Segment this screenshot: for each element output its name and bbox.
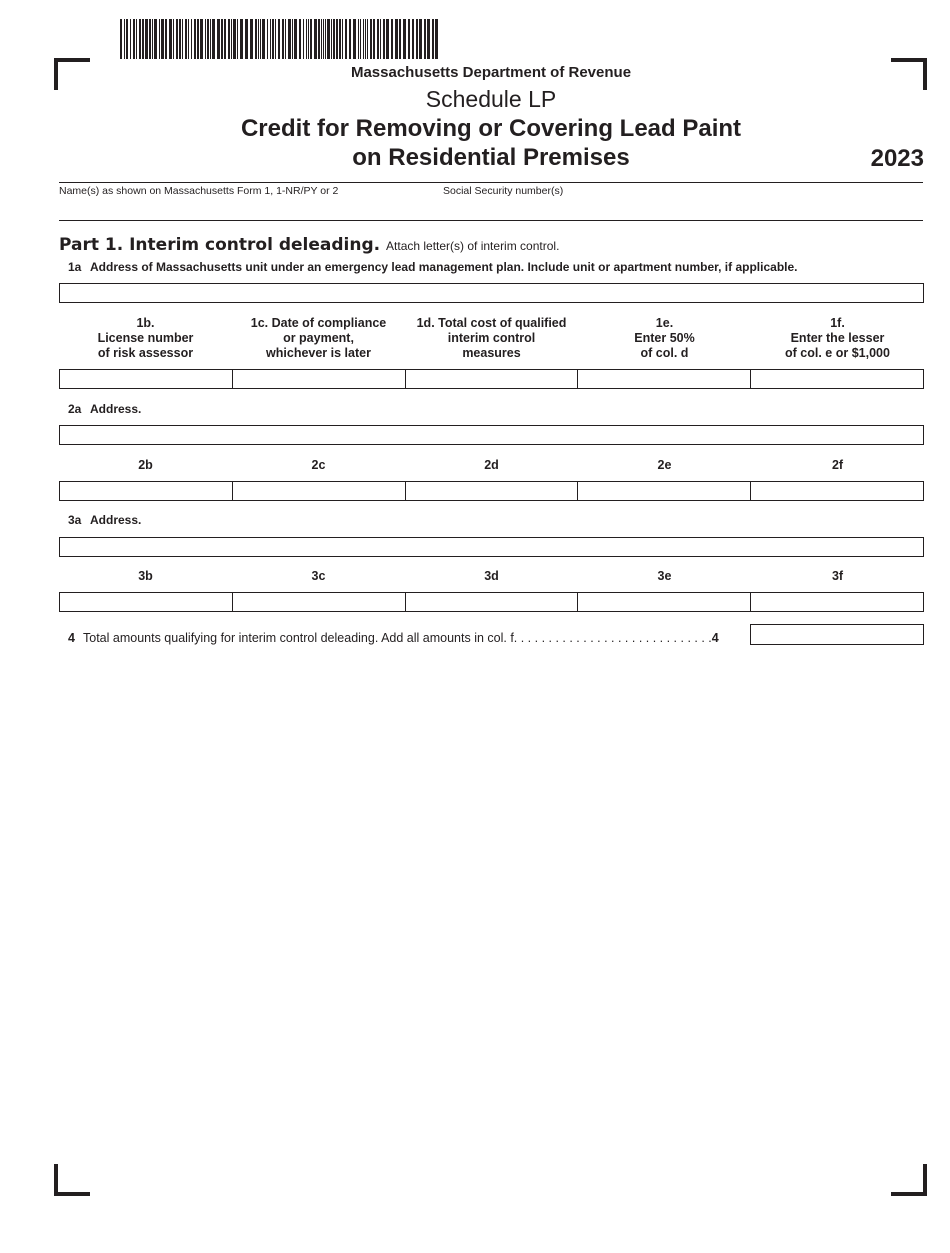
line-2a-label [68, 402, 141, 416]
line-3a-text: Address. [90, 513, 142, 527]
barcode-bar [294, 19, 297, 59]
col-header-1c-line1: 1c. Date of compliance [250, 316, 387, 330]
col-header-2b: 2b [138, 458, 153, 472]
line-4-number: 4 [68, 631, 75, 645]
barcode-bar [270, 19, 271, 59]
barcode-bar [245, 19, 248, 59]
barcode-bar [142, 19, 144, 59]
barcode-bar [188, 19, 189, 59]
barcode-bar [321, 19, 322, 59]
barcode-bar [136, 19, 137, 59]
form-title-line1: Credit for Removing or Covering Lead Paint [240, 115, 742, 142]
barcode-bar [149, 19, 151, 59]
barcode-bar [173, 19, 174, 59]
barcode-bar [233, 19, 236, 59]
barcode-bar [403, 19, 406, 59]
barcode [120, 19, 438, 59]
col-header-2c: 2c [311, 458, 326, 472]
barcode-bar [323, 19, 324, 59]
field-1f[interactable] [751, 370, 923, 388]
line-4-total-field[interactable] [750, 624, 924, 645]
barcode-bar [331, 19, 332, 59]
barcode-bar [145, 19, 148, 59]
row-2-headers [59, 458, 924, 473]
barcode-bar [308, 19, 309, 59]
barcode-bar [360, 19, 361, 59]
barcode-bar [314, 19, 317, 59]
barcode-bar [432, 19, 434, 59]
barcode-bar [124, 19, 125, 59]
barcode-bar [310, 19, 312, 59]
barcode-bar [185, 19, 187, 59]
barcode-bar [353, 19, 356, 59]
barcode-bar [217, 19, 220, 59]
col-header-3e: 3e [657, 569, 672, 583]
name-field[interactable] [59, 199, 439, 219]
barcode-bar [221, 19, 223, 59]
barcode-bar [327, 19, 330, 59]
form-title [0, 114, 950, 172]
field-2e[interactable] [578, 482, 751, 500]
barcode-bar [282, 19, 284, 59]
barcode-bar [255, 19, 257, 59]
field-3f[interactable] [751, 593, 923, 611]
barcode-bar [154, 19, 157, 59]
col-header-1e-line3: of col. d [640, 346, 689, 360]
col-header-1b-line2: License number [97, 331, 194, 345]
barcode-bar [152, 19, 153, 59]
barcode-bar [182, 19, 183, 59]
barcode-bar [408, 19, 410, 59]
barcode-bar [272, 19, 274, 59]
col-header-1c-line3: whichever is later [266, 346, 371, 360]
field-1d[interactable] [406, 370, 579, 388]
col-header-3b: 3b [138, 569, 153, 583]
col-header-2d: 2d [484, 458, 499, 472]
barcode-bar [278, 19, 280, 59]
barcode-bar [306, 19, 307, 59]
line-2a-number: 2a [68, 402, 82, 416]
barcode-bar [336, 19, 338, 59]
schedule-name: Schedule LP [425, 86, 557, 112]
barcode-bar [333, 19, 335, 59]
department-name: Massachusetts Department of Revenue [350, 64, 632, 81]
col-header-1f-line2: Enter the lesser [790, 331, 885, 345]
barcode-bar [267, 19, 268, 59]
leader-dots: . . . . . . . . . . . . . . . . . . . . . . . . . . . . [517, 631, 712, 645]
col-header-1e [578, 316, 751, 361]
barcode-bar [191, 19, 192, 59]
col-header-1d [405, 316, 578, 361]
ssn-label: Social Security number(s) [443, 185, 564, 197]
col-header-3c: 3c [311, 569, 326, 583]
line-4-reference: 4 [711, 631, 719, 645]
barcode-bar [373, 19, 375, 59]
barcode-bar [383, 19, 385, 59]
barcode-bar [345, 19, 347, 59]
barcode-bar [179, 19, 181, 59]
barcode-bar [250, 19, 253, 59]
barcode-bar [391, 19, 393, 59]
line-3a-address-field[interactable] [59, 537, 924, 557]
col-header-1f-line1: 1f. [830, 316, 845, 330]
part1-note: Attach letter(s) of interim control. [386, 239, 560, 253]
barcode-bar [412, 19, 414, 59]
col-header-1b-line3: of risk assessor [97, 346, 194, 360]
corner-mark-bottom-left [54, 1164, 90, 1196]
barcode-bar [194, 19, 196, 59]
barcode-bar [288, 19, 291, 59]
field-3b[interactable] [60, 593, 233, 611]
part1-heading [59, 235, 559, 255]
barcode-bar [367, 19, 368, 59]
barcode-bar [262, 19, 265, 59]
barcode-bar [435, 19, 438, 59]
barcode-bar [224, 19, 226, 59]
col-header-1e-line1: 1e. [655, 316, 674, 330]
barcode-bar [377, 19, 379, 59]
col-header-1f [751, 316, 924, 361]
col-header-1f-line3: of col. e or $1,000 [785, 346, 890, 360]
line-4-label [68, 631, 719, 645]
barcode-bar [165, 19, 167, 59]
barcode-bar [285, 19, 286, 59]
barcode-bar [207, 19, 209, 59]
barcode-bar [228, 19, 230, 59]
barcode-bar [325, 19, 326, 59]
line-1a-number: 1a [68, 260, 82, 274]
line-3a-number: 3a [68, 513, 82, 527]
barcode-bar [342, 19, 343, 59]
col-header-1c-line2: or payment, [283, 331, 354, 345]
corner-mark-bottom-right [891, 1164, 927, 1196]
barcode-bar [427, 19, 430, 59]
barcode-bar [139, 19, 141, 59]
barcode-bar [205, 19, 206, 59]
col-header-1c [232, 316, 405, 361]
column-headers [59, 316, 924, 361]
field-2b[interactable] [60, 482, 233, 500]
ssn-field[interactable] [443, 199, 923, 219]
barcode-bar [299, 19, 301, 59]
barcode-bar [231, 19, 232, 59]
line-1a-label [68, 260, 798, 274]
field-3d[interactable] [406, 593, 579, 611]
divider [59, 182, 923, 183]
barcode-bar [126, 19, 128, 59]
barcode-bar [399, 19, 401, 59]
barcode-bar [424, 19, 426, 59]
col-header-3d: 3d [484, 569, 499, 583]
field-2c[interactable] [233, 482, 406, 500]
barcode-bar [363, 19, 364, 59]
col-header-2f: 2f [831, 458, 844, 472]
barcode-bar [292, 19, 293, 59]
barcode-bar [133, 19, 135, 59]
col-header-3f: 3f [831, 569, 844, 583]
form-title-line2: on Residential Premises [352, 144, 630, 171]
barcode-bar [130, 19, 131, 59]
line-1-entry-row [59, 369, 924, 389]
line-1a-address-field[interactable] [59, 283, 924, 303]
field-2f[interactable] [751, 482, 923, 500]
col-header-1e-line2: Enter 50% [634, 331, 695, 345]
col-header-1d-line2: interim control [447, 331, 536, 345]
line-2-entry-row [59, 481, 924, 501]
barcode-bar [169, 19, 172, 59]
line-3a-label [68, 513, 141, 527]
line-1a-text: Address of Massachusetts unit under an emergency lead management plan. Include unit or apartment number, if applicable. [90, 260, 798, 274]
barcode-bar [275, 19, 276, 59]
col-header-1d-line3: measures [462, 346, 521, 360]
field-1b[interactable] [60, 370, 233, 388]
divider [59, 220, 923, 221]
barcode-bar [386, 19, 389, 59]
field-2d[interactable] [406, 482, 579, 500]
field-1e[interactable] [578, 370, 751, 388]
field-1c[interactable] [233, 370, 406, 388]
barcode-bar [416, 19, 418, 59]
barcode-bar [260, 19, 261, 59]
tax-year: 2023 [870, 145, 924, 172]
line-2a-address-field[interactable] [59, 425, 924, 445]
barcode-bar [120, 19, 122, 59]
col-header-1b-line1: 1b. [136, 316, 155, 330]
barcode-bar [380, 19, 381, 59]
barcode-bar [240, 19, 243, 59]
row-3-headers [59, 569, 924, 584]
barcode-bar [161, 19, 164, 59]
barcode-bar [303, 19, 304, 59]
part1-title: Part 1. Interim control deleading. [59, 235, 381, 255]
barcode-bar [419, 19, 422, 59]
line-3-entry-row [59, 592, 924, 612]
line-4-text: Total amounts qualifying for interim control deleading. Add all amounts in col. f. [83, 631, 518, 645]
col-header-2e: 2e [657, 458, 672, 472]
barcode-bar [210, 19, 211, 59]
barcode-bar [365, 19, 366, 59]
field-3c[interactable] [233, 593, 406, 611]
barcode-bar [358, 19, 359, 59]
barcode-bar [200, 19, 203, 59]
barcode-bar [318, 19, 320, 59]
barcode-bar [212, 19, 215, 59]
barcode-bar [237, 19, 238, 59]
barcode-bar [339, 19, 341, 59]
col-header-1d-line1: 1d. Total cost of qualified [416, 316, 567, 330]
barcode-bar [176, 19, 178, 59]
barcode-bar [370, 19, 372, 59]
barcode-bar [349, 19, 351, 59]
barcode-bar [159, 19, 160, 59]
barcode-bar [258, 19, 259, 59]
barcode-bar [197, 19, 199, 59]
col-header-1b [59, 316, 232, 361]
line-2a-text: Address. [90, 402, 142, 416]
name-label: Name(s) as shown on Massachusetts Form 1, 1-NR/PY or 2 [59, 185, 339, 197]
barcode-bar [395, 19, 398, 59]
field-3e[interactable] [578, 593, 751, 611]
